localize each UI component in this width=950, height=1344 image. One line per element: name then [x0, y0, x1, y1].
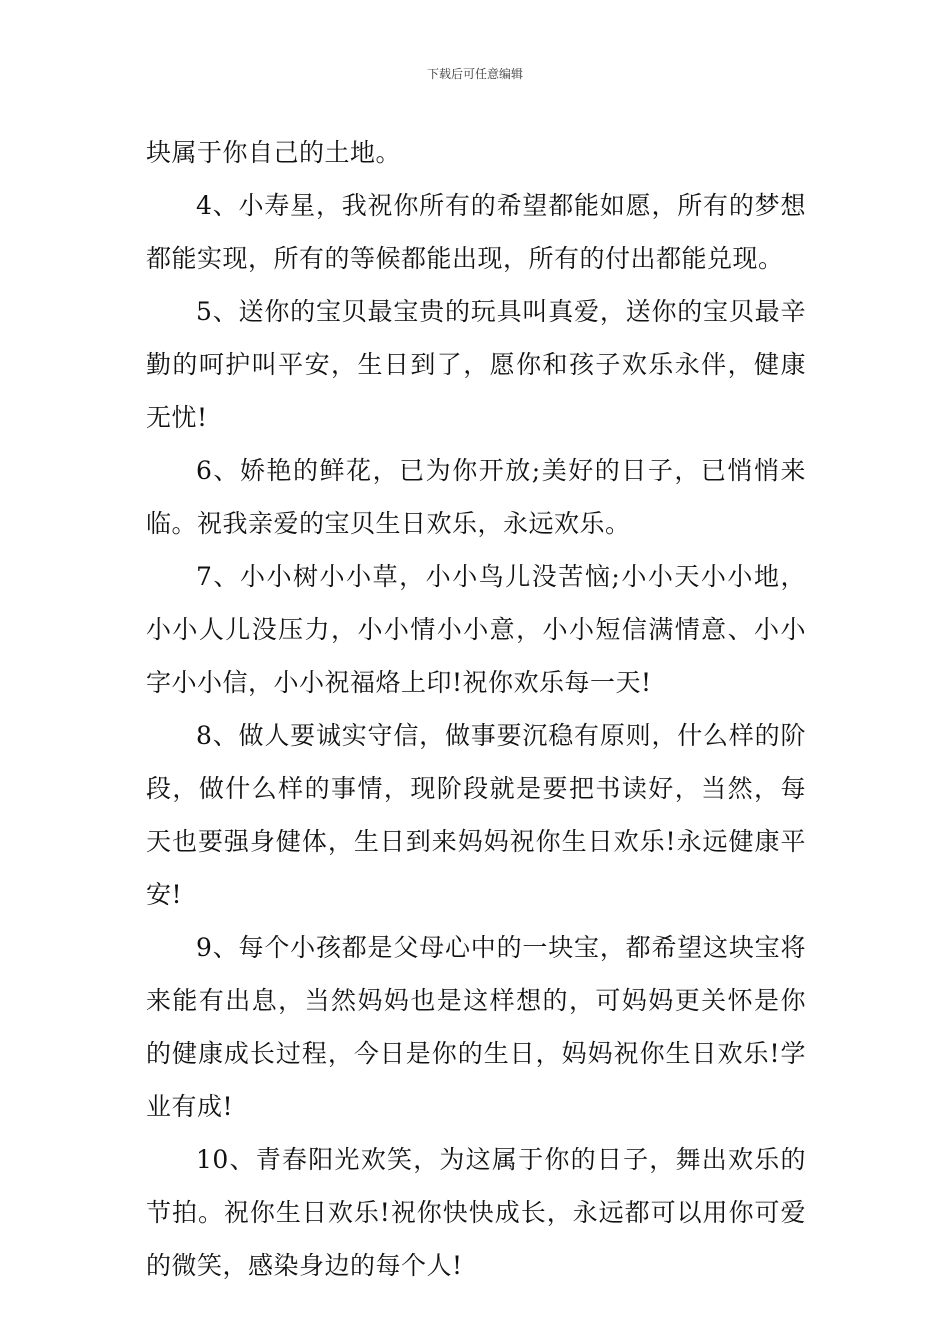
paragraph-item-6: 6、娇艳的鲜花，已为你开放;美好的日子，已悄悄来临。祝我亲爱的宝贝生日欢乐，永远欢乐。: [146, 456, 806, 538]
paragraph-item-4: 4、小寿星，我祝你所有的希望都能如愿，所有的梦想都能实现，所有的等候都能出现，所有的付出都能兑现。: [146, 191, 806, 273]
paragraph-continued: 块属于你自己的土地。: [146, 138, 402, 167]
document-body: [146, 126, 806, 1292]
paragraph-item-7: 7、小小树小小草，小小鸟儿没苦恼;小小天小小地，小小人儿没压力，小小情小小意，小小短信满情意、小小字小小信，小小祝福烙上印!祝你欢乐每一天!: [146, 562, 806, 697]
paragraph-item-9: 9、每个小孩都是父母心中的一块宝，都希望这块宝将来能有出息，当然妈妈也是这样想的，可妈妈更关怀是你的健康成长过程，今日是你的生日，妈妈祝你生日欢乐!学业有成!: [146, 933, 806, 1121]
paragraph-item-8: 8、做人要诚实守信，做事要沉稳有原则，什么样的阶段，做什么样的事情，现阶段就是要把书读好，当然，每天也要强身健体，生日到来妈妈祝你生日欢乐!永远健康平安!: [146, 721, 806, 909]
page-header: 下载后可任意编辑: [426, 67, 523, 81]
paragraph-item-5: 5、送你的宝贝最宝贵的玩具叫真爱，送你的宝贝最辛勤的呵护叫平安，生日到了，愿你和孩子欢乐永伴，健康无忧!: [146, 297, 806, 432]
paragraph-item-10: 10、青春阳光欢笑，为这属于你的日子，舞出欢乐的节拍。祝你生日欢乐!祝你快快成长，永远都可以用你可爱的微笑，感染身边的每个人!: [146, 1145, 806, 1280]
